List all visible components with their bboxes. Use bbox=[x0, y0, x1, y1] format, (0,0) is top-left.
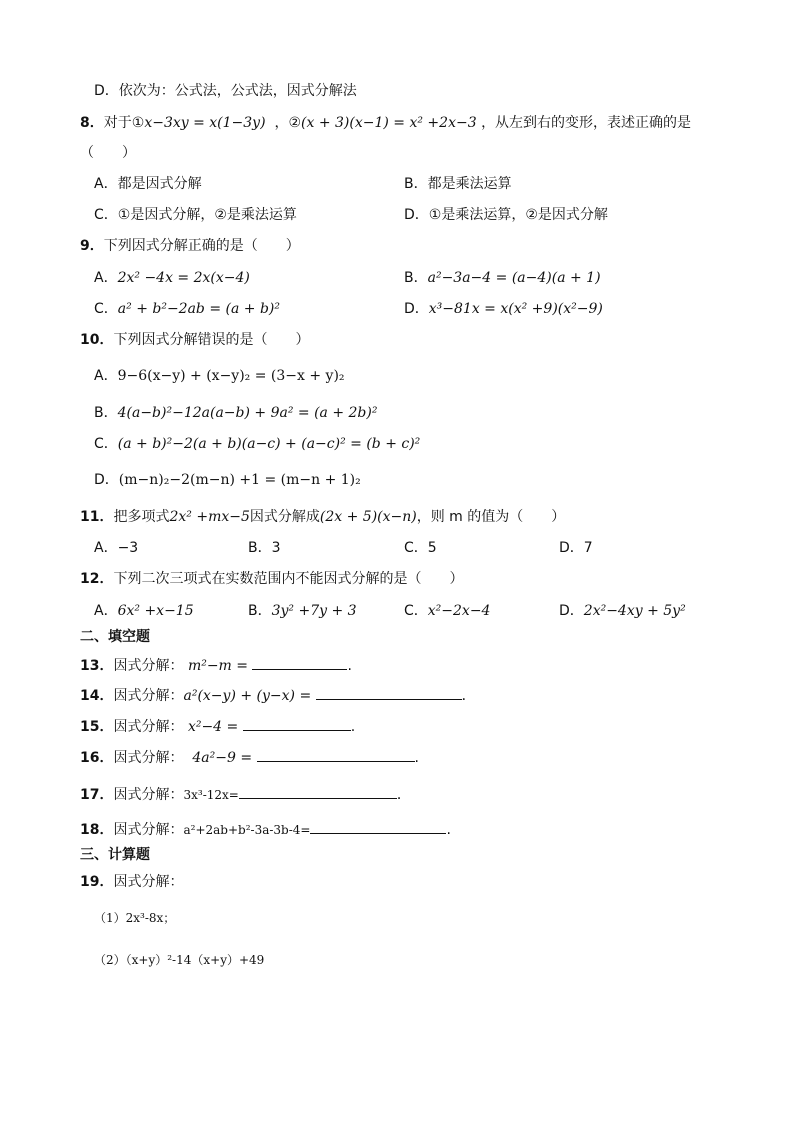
option-text: 是乘法运算 bbox=[226, 207, 297, 223]
circled-2: ② bbox=[288, 115, 302, 131]
option-label: D． bbox=[404, 301, 429, 317]
section-heading-fill-blank: 二、填空题 bbox=[80, 629, 150, 645]
part-label: （2） bbox=[94, 953, 126, 967]
question-number: 17． bbox=[80, 787, 114, 803]
q11-polynomial: 2x² +mx−5 bbox=[169, 509, 250, 525]
end-punct: . bbox=[347, 658, 352, 674]
answer-blank[interactable] bbox=[252, 655, 347, 670]
question-number: 14． bbox=[80, 688, 114, 704]
question-number: 16． bbox=[80, 750, 114, 766]
q11-factor: (2x + 5)(x−n) bbox=[319, 509, 417, 525]
q7-option-d: D．依次为：公式法，公式法，因式分解法 bbox=[94, 83, 357, 99]
question-expr: a²(x−y) + (y−x) = bbox=[183, 688, 312, 704]
option-label: B． bbox=[404, 270, 428, 286]
option-expr: (m−n)₂−2(m−n) +1 = (m−n + 1)₂ bbox=[118, 472, 361, 488]
question-number: 8． bbox=[80, 115, 104, 131]
question-16 bbox=[80, 747, 419, 768]
question-expr: 4a²−9 = bbox=[192, 750, 253, 766]
q10-stem: 下列因式分解错误的是（ ） bbox=[113, 332, 310, 348]
q8-expr-1: x−3xy = x(1−3y) bbox=[144, 115, 266, 131]
option-expr: 3y² +7y + 3 bbox=[271, 603, 357, 619]
circled-2: ② bbox=[214, 207, 227, 223]
end-punct: ． bbox=[396, 787, 411, 803]
option-label: C． bbox=[94, 207, 118, 223]
option-label: D． bbox=[559, 603, 584, 619]
question-number: 10． bbox=[80, 332, 114, 348]
end-punct: ． bbox=[461, 688, 476, 704]
option-text: 是乘法运算， bbox=[441, 207, 526, 223]
question-expr: m²−m = bbox=[187, 658, 249, 674]
answer-blank[interactable] bbox=[310, 819, 446, 834]
question-14 bbox=[80, 685, 476, 706]
option-expr: a²−3a−4 = (a−4)(a + 1) bbox=[427, 270, 601, 286]
question-11-stem bbox=[80, 507, 565, 527]
circled-2: ② bbox=[525, 207, 538, 223]
q8-option-b: B．都是乘法运算 bbox=[404, 176, 512, 192]
question-12-stem bbox=[80, 569, 463, 589]
option-expr: x²−2x−4 bbox=[427, 603, 491, 619]
q19-part-2 bbox=[94, 950, 264, 970]
question-number: 11． bbox=[80, 509, 114, 525]
q10-option-b bbox=[94, 403, 377, 423]
question-number: 12． bbox=[80, 571, 114, 587]
question-stem: 因式分解： bbox=[113, 688, 184, 704]
question-expr: 3x³-12x= bbox=[183, 788, 239, 802]
question-number: 19． bbox=[80, 874, 114, 890]
option-text: 是因式分解， bbox=[130, 207, 215, 223]
q8-paren: （ ） bbox=[80, 145, 136, 161]
question-expr: a²+2ab+b²-3a-3b-4= bbox=[183, 823, 311, 837]
option-expr: 9−6(x−y) + (x−y)₂ = (3−x + y)₂ bbox=[117, 368, 345, 384]
option-label: C． bbox=[94, 301, 118, 317]
q12-option-a bbox=[94, 601, 194, 621]
part-label: （1） bbox=[94, 911, 126, 925]
end-punct: . bbox=[414, 750, 419, 766]
answer-blank[interactable] bbox=[316, 685, 462, 700]
q8-separator: ， bbox=[274, 115, 289, 131]
answer-blank[interactable] bbox=[243, 716, 351, 731]
question-number: 9． bbox=[80, 238, 104, 254]
q10-option-a bbox=[94, 366, 345, 386]
q8-option-d bbox=[404, 205, 608, 225]
option-expr: a² + b²−2ab = (a + b)² bbox=[117, 301, 280, 317]
question-8-stem bbox=[80, 113, 691, 133]
part-expr: 2x³-8x； bbox=[125, 911, 176, 925]
q11-stem-post: ，则 m 的值为（ ） bbox=[416, 509, 566, 525]
question-stem: 因式分解： bbox=[113, 719, 184, 735]
part-expr: （x+y）²-14（x+y）+49 bbox=[125, 953, 265, 967]
question-17 bbox=[80, 784, 411, 805]
q8-option-a: A．都是因式分解 bbox=[94, 176, 202, 192]
option-expr: x³−81x = x(x² +9)(x²−9) bbox=[428, 301, 603, 317]
option-expr: 2x² −4x = 2x(x−4) bbox=[117, 270, 250, 286]
q11-option-a: A．−3 bbox=[94, 540, 139, 556]
q8-stem-post: ，从左到右的变形，表述正确的是 bbox=[481, 115, 692, 131]
option-label: C． bbox=[94, 436, 118, 452]
q11-option-b: B．3 bbox=[248, 540, 281, 556]
q8-expr-2: (x + 3)(x−1) = x² +2x−3 bbox=[301, 115, 477, 131]
q11-option-d: D．7 bbox=[559, 540, 593, 556]
q11-stem-pre: 把多项式 bbox=[113, 509, 170, 525]
question-stem: 因式分解： bbox=[113, 822, 184, 838]
q10-option-c bbox=[94, 434, 420, 454]
option-label: B． bbox=[94, 405, 118, 421]
question-stem: 因式分解： bbox=[113, 874, 184, 890]
option-label: A． bbox=[94, 603, 118, 619]
q19-part-1 bbox=[94, 908, 175, 928]
q11-stem-mid: 因式分解成 bbox=[249, 509, 320, 525]
option-label: C． bbox=[404, 603, 428, 619]
q10-option-d bbox=[94, 470, 361, 490]
q12-option-d bbox=[559, 601, 686, 621]
section-heading-calculation: 三、计算题 bbox=[80, 847, 150, 863]
option-label: B． bbox=[248, 603, 272, 619]
q12-stem: 下列二次三项式在实数范围内不能因式分解的是（ ） bbox=[113, 571, 464, 587]
option-expr: 2x²−4xy + 5y² bbox=[583, 603, 686, 619]
q11-option-c: C．5 bbox=[404, 540, 437, 556]
q8-option-c bbox=[94, 205, 297, 225]
end-punct: . bbox=[446, 822, 451, 838]
option-label: D． bbox=[94, 472, 119, 488]
option-expr: (a + b)²−2(a + b)(a−c) + (a−c)² = (b + c)² bbox=[117, 436, 421, 452]
q9-option-d bbox=[404, 299, 603, 319]
question-stem: 因式分解： bbox=[113, 787, 184, 803]
question-number: 15． bbox=[80, 719, 114, 735]
circled-1: ① bbox=[428, 207, 442, 223]
q8-stem-pre: 对于 bbox=[103, 115, 132, 131]
question-10-stem bbox=[80, 330, 309, 350]
question-19-stem bbox=[80, 872, 183, 892]
question-expr: x²−4 = bbox=[187, 719, 239, 735]
option-label: A． bbox=[94, 270, 118, 286]
end-punct: . bbox=[350, 719, 356, 735]
question-13 bbox=[80, 655, 352, 676]
question-18 bbox=[80, 819, 451, 840]
question-stem: 因式分解： bbox=[113, 658, 184, 674]
option-label: D． bbox=[404, 207, 429, 223]
question-9-stem bbox=[80, 236, 300, 256]
option-expr: 4(a−b)²−12a(a−b) + 9a² = (a + 2b)² bbox=[117, 405, 378, 421]
answer-blank[interactable] bbox=[257, 747, 415, 762]
q12-option-b bbox=[248, 601, 357, 621]
q9-option-a bbox=[94, 268, 250, 288]
circled-1: ① bbox=[131, 115, 145, 131]
question-number: 18． bbox=[80, 822, 114, 838]
q9-stem: 下列因式分解正确的是（ ） bbox=[103, 238, 300, 254]
question-stem: 因式分解： bbox=[113, 750, 184, 766]
q9-option-c bbox=[94, 299, 280, 319]
q12-option-c bbox=[404, 601, 490, 621]
q9-option-b bbox=[404, 268, 601, 288]
option-text: 是因式分解 bbox=[537, 207, 608, 223]
option-expr: 6x² +x−15 bbox=[117, 603, 194, 619]
question-15 bbox=[80, 716, 355, 737]
circled-1: ① bbox=[117, 207, 131, 223]
answer-blank[interactable] bbox=[239, 784, 397, 799]
question-number: 13． bbox=[80, 658, 114, 674]
option-label: A． bbox=[94, 368, 118, 384]
